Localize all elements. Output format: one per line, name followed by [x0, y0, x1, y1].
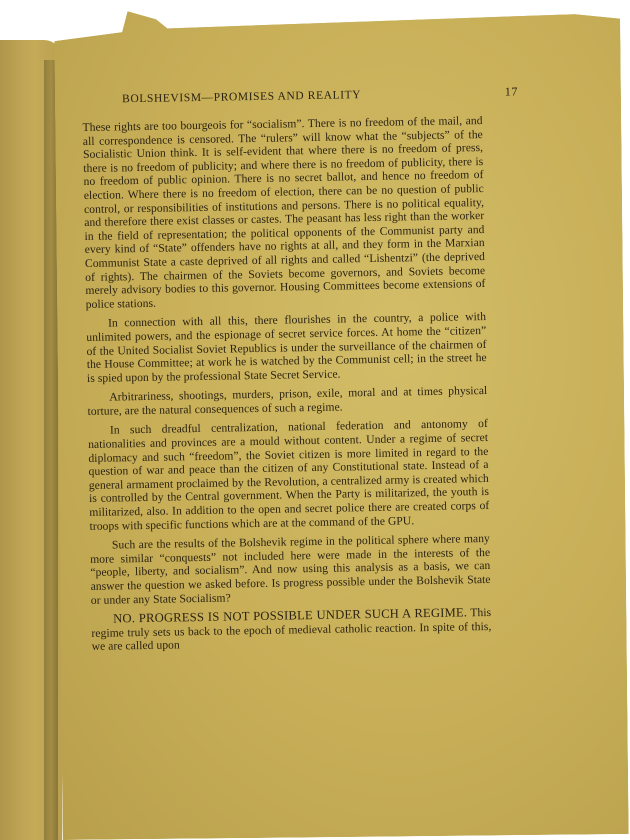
final-paragraph-text: This regime truly sets us back to the epoch of medieval catholic reaction. In spite of this, we are called upon	[91, 606, 492, 654]
final-caps-statement: NO. PROGRESS IS NOT POSSIBLE UNDER SUCH A REGIME.	[113, 605, 468, 626]
paragraph-2: In connection with all this, there flourishes in the country, a police with unlimited powers, and the espionage of secret service forces. At home the “citizen” of the United Socialist Soviet Republics is under the surveillance of the chairmen of the House Committee; at work he is watched by the Communist cell; in the street he is spied upon by the professional State Secret Service.	[86, 310, 487, 385]
paragraph-5: Such are the results of the Bolshevik regime in the political sphere where many more similar “conquests” not included here were made in the interests of the “people, liberty, and socialism”. And now using this analysis as a basis, we can answer the question we asked before. Is progress possible under the Bolshevik State or under any State Socialism?	[90, 532, 491, 607]
paragraph-1: These rights are too bourgeois for “socialism”. There is no freedom of the mail, and all correspondence is censored. The “rulers” will know what the “subjects” of the Socialistic Union think. It is self-evident that where there is no freedom of press, there is no freedom of publicity; and where there is no freedom of publicity, there is no freedom of public opinion. There is no secret ballot, and hence no freedom of election. Where there is no freedom of election, there can be no question of public control, or responsibilities of institutions and persons. There is no political equality, and therefore there exist classes or castes. The peasant has less right than the worker in the field of representation; the political opponents of the Communist party and every kind of “State” offenders have no rights at all, and they form in the Marxian Communist State a caste deprived of all rights and called “Lishentzi” (the deprived of rights). The chairmen of the Soviets become governors, and Soviets become merely advisory bodies to this governor. Housing Committees become extensions of police stations.	[82, 114, 486, 311]
paragraph-4: In such dreadful centralization, national federation and antonomy of nationalities and provinces are a mould without content. Under a regime of secret diplomacy and such “freedom”, the Soviet citizen is more limited in regard to the question of war and peace than the citizen of any Constitutional state. Instead of a general armament proclaimed by the Revolution, a centralized army is created which is controlled by the Central government. When the Party is militarized, the youth is militarized, also. In addition to the open and secret police there are created corps of troops with specific functions which are at the command of the GPU.	[88, 417, 490, 533]
running-title: BOLSHEVISM—PROMISES AND REALITY	[122, 89, 362, 106]
paragraph-3: Arbitrariness, shootings, murders, prison, exile, moral and at times physical torture, are the natural consequences of such a regime.	[87, 384, 488, 418]
page-content	[82, 84, 519, 654]
page-number: 17	[504, 84, 519, 99]
final-paragraph	[91, 606, 492, 654]
